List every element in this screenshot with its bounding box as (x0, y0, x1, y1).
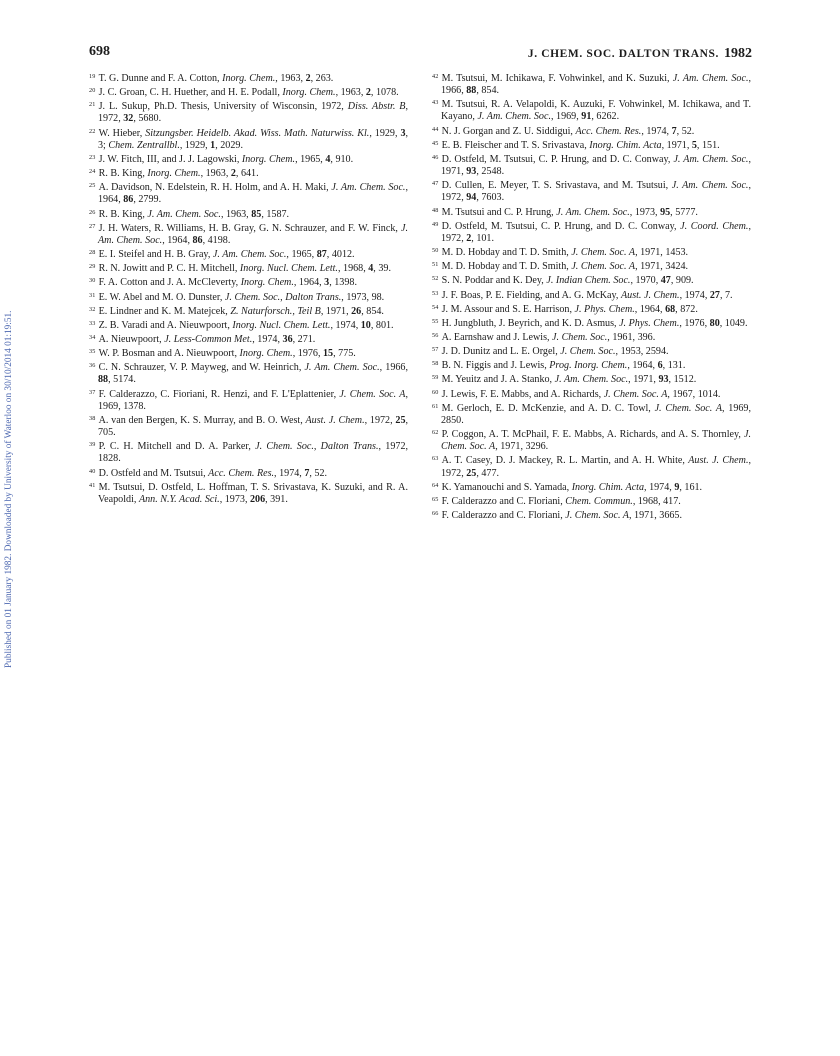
reference-number: 26 (89, 208, 96, 216)
reference-number: 32 (89, 305, 96, 313)
reference-23 (89, 152, 408, 166)
reference-50 (432, 245, 751, 259)
reference-text: A. T. Casey, D. J. Mackey, R. L. Martin, and A. H. White, Aust. J. Chem., 1972, 25, 477. (441, 455, 752, 479)
reference-text: T. G. Dunne and F. A. Cotton, Inorg. Chem., 1963, 2, 263. (98, 73, 334, 84)
reference-text: E. I. Steifel and H. B. Gray, J. Am. Chem. Soc., 1965, 87, 4012. (98, 249, 355, 261)
reference-number: 27 (89, 222, 96, 230)
reference-22 (89, 126, 408, 152)
reference-number: 50 (432, 247, 439, 255)
reference-number: 46 (432, 153, 439, 161)
reference-60 (432, 387, 751, 401)
reference-number: 54 (432, 303, 439, 311)
reference-26 (89, 207, 408, 221)
reference-text: E. W. Abel and M. O. Dunster, J. Chem. Soc., Dalton Trans., 1973, 98. (98, 291, 385, 303)
reference-text: B. N. Figgis and J. Lewis, Prog. Inorg. Chem., 1964, 6, 131. (441, 360, 686, 372)
reference-number: 43 (432, 99, 439, 107)
reference-number: 61 (432, 402, 439, 410)
reference-number: 35 (89, 348, 96, 356)
reference-number: 22 (89, 127, 96, 135)
reference-text: J. W. Fitch, III, and J. J. Lagowski, Inorg. Chem., 1965, 4, 910. (98, 153, 354, 165)
reference-text: J. F. Boas, P. E. Fielding, and A. G. McKay, Aust. J. Chem., 1974, 27, 7. (441, 289, 733, 301)
reference-text: A. Nieuwpoort, J. Less-Common Met., 1974, 36, 271. (98, 333, 316, 345)
reference-19 (89, 71, 408, 85)
reference-text: M. Tsutsui, D. Ostfeld, L. Hoffman, T. S. Srivastava, K. Suzuki, and R. A. Veapoldi, Ann. N.Y. Acad. Sci., 1973, 206, 391. (98, 481, 408, 505)
reference-55 (432, 316, 751, 330)
reference-52 (432, 273, 751, 287)
reference-number: 42 (432, 73, 439, 80)
reference-text: J. C. Groan, C. H. Huether, and H. E. Podall, Inorg. Chem., 1963, 2, 1078. (98, 87, 399, 99)
reference-44 (432, 124, 751, 138)
reference-number: 51 (432, 261, 439, 269)
reference-text: Z. B. Varadi and A. Nieuwpoort, Inorg. Nucl. Chem. Lett., 1974, 10, 801. (98, 319, 394, 331)
reference-text: M. D. Hobday and T. D. Smith, J. Chem. Soc. A, 1971, 1453. (441, 247, 689, 259)
reference-number: 62 (432, 429, 439, 437)
reference-56 (432, 330, 751, 344)
reference-66 (432, 508, 751, 522)
reference-number: 40 (89, 467, 96, 475)
reference-27 (89, 221, 408, 247)
reference-29 (89, 261, 408, 275)
reference-21 (89, 99, 408, 125)
reference-34 (89, 332, 408, 346)
reference-42 (432, 71, 751, 97)
reference-number: 25 (89, 182, 96, 190)
reference-38 (89, 413, 408, 439)
reference-47 (432, 178, 751, 204)
reference-text: A. Earnshaw and J. Lewis, J. Chem. Soc., 1961, 396. (441, 331, 656, 343)
reference-text: S. N. Poddar and K. Dey, J. Indian Chem. Soc., 1970, 47, 909. (441, 275, 694, 287)
reference-number: 49 (432, 220, 439, 228)
reference-number: 52 (432, 275, 439, 283)
reference-48 (432, 205, 751, 219)
reference-36 (89, 360, 408, 386)
reference-text: P. C. H. Mitchell and D. A. Parker, J. Chem. Soc., Dalton Trans., 1972, 1828. (98, 441, 409, 465)
reference-number: 59 (432, 374, 439, 382)
reference-20 (89, 85, 408, 99)
reference-number: 64 (432, 481, 439, 489)
reference-number: 47 (432, 180, 439, 188)
reference-text: R. B. King, J. Am. Chem. Soc., 1963, 85, 1587. (98, 208, 290, 220)
reference-64 (432, 480, 751, 494)
reference-text: C. N. Schrauzer, V. P. Mayweg, and W. Heinrich, J. Am. Chem. Soc., 1966, 88, 5174. (98, 362, 408, 386)
references-right-column (432, 71, 751, 522)
reference-35 (89, 346, 408, 360)
reference-number: 29 (89, 263, 96, 271)
reference-number: 31 (89, 291, 96, 299)
reference-number: 34 (89, 333, 96, 341)
reference-32 (89, 304, 408, 318)
reference-text: F. Calderazzo and C. Floriani, Chem. Commun., 1968, 417. (441, 495, 681, 507)
reference-text: J. H. Waters, R. Williams, H. B. Gray, G. N. Schrauzer, and F. W. Finck, J. Am. Chem. Soc., 1964, 86, 4198. (98, 222, 408, 246)
reference-45 (432, 138, 751, 152)
reference-number: 38 (89, 414, 96, 422)
reference-54 (432, 302, 751, 316)
reference-number: 48 (432, 206, 439, 214)
reference-41 (89, 480, 408, 506)
journal-header (528, 46, 752, 62)
reference-number: 21 (89, 101, 96, 109)
reference-number: 57 (432, 346, 439, 354)
reference-57 (432, 344, 751, 358)
reference-number: 58 (432, 360, 439, 368)
reference-text: F. A. Cotton and J. A. McCleverty, Inorg. Chem., 1964, 3, 1398. (98, 277, 357, 289)
reference-number: 20 (89, 87, 96, 95)
reference-number: 19 (89, 73, 96, 80)
reference-text: J. Lewis, F. E. Mabbs, and A. Richards, J. Chem. Soc. A, 1967, 1014. (441, 388, 721, 400)
reference-text: J. L. Sukup, Ph.D. Thesis, University of Wisconsin, 1972, Diss. Abstr. B, 1972, 32, 5680. (98, 101, 409, 125)
reference-37 (89, 387, 408, 413)
reference-text: A. Davidson, N. Edelstein, R. H. Holm, and A. H. Maki, J. Am. Chem. Soc., 1964, 86, 2799. (98, 182, 408, 206)
reference-number: 53 (432, 289, 439, 297)
reference-24 (89, 166, 408, 180)
reference-number: 24 (89, 168, 96, 176)
reference-number: 56 (432, 331, 439, 339)
reference-28 (89, 247, 408, 261)
reference-number: 28 (89, 249, 96, 257)
reference-text: E. Lindner and K. M. Matejcek, Z. Naturforsch., Teil B, 1971, 26, 854. (98, 305, 384, 317)
reference-text: M. Yeuitz and J. A. Stanko, J. Am. Chem. Soc., 1971, 93, 1512. (441, 374, 697, 386)
journal-name: J. CHEM. SOC. DALTON TRANS. (527, 48, 719, 60)
reference-40 (89, 466, 408, 480)
reference-39 (89, 439, 408, 465)
reference-text: N. J. Gorgan and Z. U. Siddigui, Acc. Chem. Res., 1974, 7, 52. (441, 125, 695, 137)
reference-59 (432, 372, 751, 386)
reference-49 (432, 219, 751, 245)
reference-63 (432, 453, 751, 479)
reference-number: 33 (89, 319, 96, 327)
reference-number: 65 (432, 495, 439, 503)
reference-number: 36 (89, 362, 96, 370)
reference-number: 41 (89, 481, 96, 489)
references-left-column (89, 71, 408, 506)
reference-text: K. Yamanouchi and S. Yamada, Inorg. Chim. Acta, 1974, 9, 161. (441, 481, 703, 493)
reference-number: 60 (432, 388, 439, 396)
journal-year: 1982 (724, 46, 752, 61)
reference-31 (89, 290, 408, 304)
reference-text: D. Cullen, E. Meyer, T. S. Srivastava, and M. Tsutsui, J. Am. Chem. Soc., 1972, 94, 7603. (441, 180, 751, 204)
reference-text: E. B. Fleischer and T. S. Srivastava, Inorg. Chim. Acta, 1971, 5, 151. (441, 139, 720, 151)
reference-text: D. Ostfeld, M. Tsutsui, C. P. Hrung, and D. C. Conway, J. Coord. Chem., 1972, 2, 101. (441, 220, 751, 244)
reference-33 (89, 318, 408, 332)
reference-62 (432, 427, 751, 453)
reference-65 (432, 494, 751, 508)
reference-text: P. Coggon, A. T. McPhail, F. E. Mabbs, A. Richards, and A. S. Thornley, J. Chem. Soc. A, 1971, 3296. (441, 429, 751, 453)
page-number: 698 (89, 44, 110, 59)
reference-number: 63 (432, 455, 439, 463)
reference-text: M. Tsutsui and C. P. Hrung, J. Am. Chem. Soc., 1973, 95, 5777. (441, 206, 698, 218)
reference-58 (432, 358, 751, 372)
reference-text: R. N. Jowitt and P. C. H. Mitchell, Inorg. Nucl. Chem. Lett., 1968, 4, 39. (98, 263, 391, 275)
reference-text: J. M. Assour and S. E. Harrison, J. Phys. Chem., 1964, 68, 872. (441, 303, 698, 315)
reference-text: F. Calderazzo and C. Floriani, J. Chem. Soc. A, 1971, 3665. (441, 510, 682, 521)
reference-25 (89, 180, 408, 206)
reference-text: W. Hieber, Sitzungsber. Heidelb. Akad. Wiss. Math. Naturwiss. Kl., 1929, 3, 3; Chem. Zentrallbl., 1929, 1, 2029. (98, 127, 409, 151)
reference-30 (89, 275, 408, 289)
reference-number: 66 (432, 510, 439, 517)
reference-number: 37 (89, 388, 96, 396)
reference-number: 30 (89, 277, 96, 285)
reference-text: M. Tsutsui, R. A. Velapoldi, K. Auzuki, F. Vohwinkel, M. Ichikawa, and T. Kayano, J. Am. Chem. Soc., 1969, 91, 6262. (441, 99, 751, 123)
reference-text: D. Ostfeld, M. Tsutsui, C. P. Hrung, and D. C. Conway, J. Am. Chem. Soc., 1971, 93, 2548. (441, 153, 751, 178)
reference-number: 55 (432, 317, 439, 325)
reference-text: W. P. Bosman and A. Nieuwpoort, Inorg. Chem., 1976, 15, 775. (98, 348, 356, 360)
reference-number: 44 (432, 125, 439, 133)
reference-number: 45 (432, 139, 439, 147)
reference-number: 39 (89, 441, 96, 449)
reference-46 (432, 152, 751, 178)
reference-text: R. B. King, Inorg. Chem., 1963, 2, 641. (98, 168, 259, 180)
reference-51 (432, 259, 751, 273)
reference-number: 23 (89, 153, 96, 161)
reference-43 (432, 97, 751, 123)
reference-text: D. Ostfeld and M. Tsutsui, Acc. Chem. Res., 1974, 7, 52. (98, 467, 328, 479)
reference-text: A. van den Bergen, K. S. Murray, and B. O. West, Aust. J. Chem., 1972, 25, 705. (98, 414, 409, 439)
reference-text: M. D. Hobday and T. D. Smith, J. Chem. Soc. A, 1971, 3424. (441, 261, 689, 273)
download-notice: Published on 01 January 1982. Downloaded by University of Waterloo on 30/10/2014 01:19:51. (4, 310, 14, 668)
reference-61 (432, 401, 751, 427)
reference-text: M. Gerloch, E. D. McKenzie, and A. D. C. Towl, J. Chem. Soc. A, 1969, 2850. (441, 402, 751, 426)
reference-53 (432, 288, 751, 302)
reference-text: J. D. Dunitz and L. E. Orgel, J. Chem. Soc., 1953, 2594. (441, 346, 669, 358)
reference-text: M. Tsutsui, M. Ichikawa, F. Vohwinkel, and K. Suzuki, J. Am. Chem. Soc., 1966, 88, 854. (441, 73, 751, 97)
reference-text: F. Calderazzo, C. Fioriani, R. Henzi, and F. L'Eplattenier, J. Chem. Soc. A, 1969, 1378. (98, 388, 408, 412)
reference-text: H. Jungbluth, J. Beyrich, and K. D. Asmus, J. Phys. Chem., 1976, 80, 1049. (441, 317, 748, 329)
